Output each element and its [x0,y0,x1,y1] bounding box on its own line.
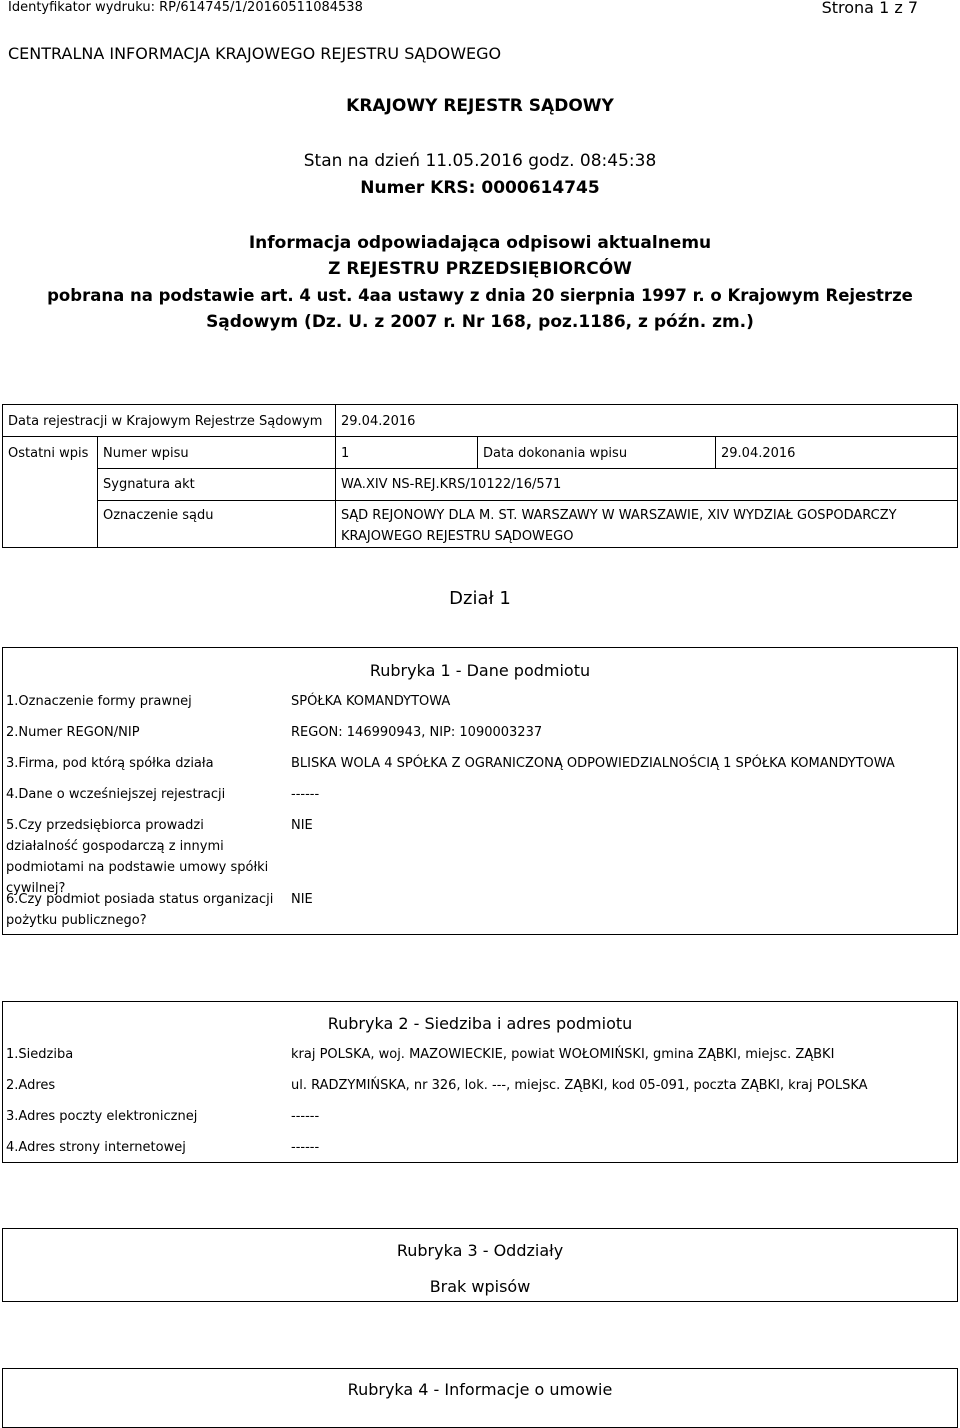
info-line-4: Sądowym (Dz. U. z 2007 r. Nr 168, poz.1186, z późn. zm.) [206,312,754,332]
rubryka-1-label-6: 6.Czy podmiot posiada status organizacji pożytku publicznego? [6,892,274,928]
last-entry-label: Ostatni wpis [8,446,89,461]
rubryka-1-title: Rubryka 1 - Dane podmiotu [369,661,591,680]
court-label: Oznaczenie sądu [103,508,214,523]
rubryka-1-label-4: 4.Dane o wcześniejszej rejestracji [6,787,226,802]
rubryka-1-value-5: NIE [291,818,313,833]
info-line-3: pobrana na podstawie art. 4 ust. 4aa ustawy z dnia 20 sierpnia 1997 r. o Krajowym Rejestrze [47,286,913,305]
rubryka-2-value-1: kraj POLSKA, woj. MAZOWIECKIE, powiat WOŁOMIŃSKI, gmina ZĄBKI, miejsc. ZĄBKI [291,1047,835,1062]
rubryka-1-label-5: 5.Czy przedsiębiorca prowadzi działalność gospodarczą z innymi podmiotami na podstawie umowy spółki cywilnej? [6,818,269,896]
entry-date-label: Data dokonania wpisu [483,446,628,461]
rubryka-1-label-3: 3.Firma, pod którą spółka działa [6,756,214,771]
info-line-2: Z REJESTRU PRZEDSIĘBIORCÓW [328,259,632,279]
institution-name: CENTRALNA INFORMACJA KRAJOWEGO REJESTRU SĄDOWEGO [8,44,502,63]
page-number: Strona 1 z 7 [821,0,918,17]
rubryka-2-value-4: ------ [291,1140,320,1155]
court-value: SĄD REJONOWY DLA M. ST. WARSZAWY W WARSZAWIE, XIV WYDZIAŁ GOSPODARCZY KRAJOWEGO REJESTRU SĄDOWEGO [341,508,897,544]
krs-number: Numer KRS: 0000614745 [360,178,600,198]
rubryka-1-label-1: 1.Oznaczenie formy prawnej [6,694,192,709]
info-line-1: Informacja odpowiadająca odpisowi aktualnemu [248,233,712,253]
rubryka-1-label-2: 2.Numer REGON/NIP [6,725,140,740]
rubryka-1-value-4: ------ [291,787,320,802]
rubryka-2-label-2: 2.Adres [6,1078,56,1093]
case-signature-value: WA.XIV NS-REJ.KRS/10122/16/571 [341,477,562,492]
rubryka-2-label-4: 4.Adres strony internetowej [6,1140,186,1155]
rubryka-2-title: Rubryka 2 - Siedziba i adres podmiotu [327,1014,633,1033]
rubryka-1-value-6: NIE [291,892,313,907]
rubryka-2-label-1: 1.Siedziba [6,1047,74,1062]
entry-number-value: 1 [341,446,350,461]
registration-date-value: 29.04.2016 [341,414,416,429]
rubryka-3-empty: Brak wpisów [429,1277,531,1296]
registration-date-label: Data rejestracji w Krajowym Rejestrze Sądowym [8,414,323,429]
rubryka-3-title: Rubryka 3 - Oddziały [396,1241,564,1260]
rubryka-1-value-2: REGON: 146990943, NIP: 1090003237 [291,725,543,740]
case-signature-label: Sygnatura akt [103,477,195,492]
rubryka-2-label-3: 3.Adres poczty elektronicznej [6,1109,198,1124]
register-title: KRAJOWY REJESTR SĄDOWY [346,96,614,116]
section-title: Dział 1 [449,588,511,609]
print-identifier: Identyfikator wydruku: RP/614745/1/20160511084538 [8,0,363,15]
rubryka-1-value-1: SPÓŁKA KOMANDYTOWA [291,694,451,709]
entry-date-value: 29.04.2016 [721,446,796,461]
entry-number-label: Numer wpisu [103,446,189,461]
rubryka-4-title: Rubryka 4 - Informacje o umowie [347,1380,613,1399]
rubryka-1-value-3: BLISKA WOLA 4 SPÓŁKA Z OGRANICZONĄ ODPOWIEDZIALNOŚCIĄ 1 SPÓŁKA KOMANDYTOWA [291,756,895,771]
status-date: Stan na dzień 11.05.2016 godz. 08:45:38 [303,151,657,171]
rubryka-2-value-3: ------ [291,1109,320,1124]
rubryka-2-value-2: ul. RADZYMIŃSKA, nr 326, lok. ---, miejsc. ZĄBKI, kod 05-091, poczta ZĄBKI, kraj POLSKA [291,1078,868,1093]
